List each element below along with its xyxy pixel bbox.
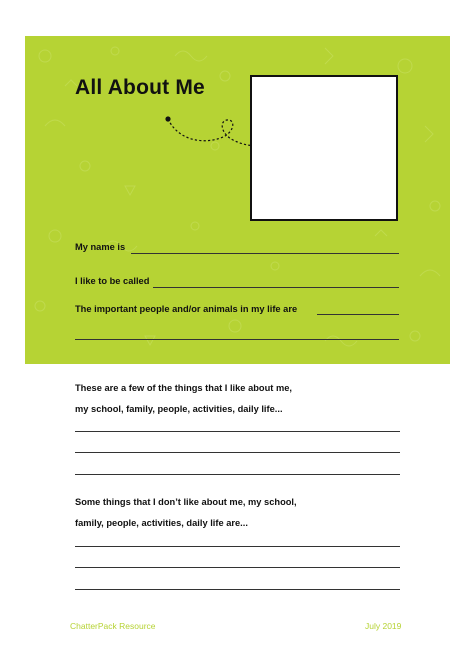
dislikes-line-1[interactable] [75, 546, 400, 547]
people-line[interactable] [317, 314, 399, 315]
called-line[interactable] [153, 287, 399, 288]
likes-line-2[interactable] [75, 452, 400, 453]
page-title: All About Me [75, 76, 205, 99]
footer-date: July 2019 [365, 621, 402, 631]
dislikes-line-3[interactable] [75, 589, 400, 590]
name-label: My name is [75, 242, 126, 252]
photo-frame[interactable] [250, 75, 398, 221]
people-label: The important people and/or animals in my life are [75, 304, 298, 314]
dislikes-prompt-line2: family, people, activities, daily life are... [75, 518, 248, 528]
header-panel [25, 36, 450, 364]
dislikes-prompt-line1: Some things that I don’t like about me, my school, [75, 497, 297, 507]
called-label: I like to be called [75, 276, 150, 286]
likes-line-1[interactable] [75, 431, 400, 432]
likes-prompt-line2: my school, family, people, activities, daily life... [75, 404, 283, 414]
name-line[interactable] [131, 253, 399, 254]
dislikes-line-2[interactable] [75, 567, 400, 568]
likes-prompt-line1: These are a few of the things that I like about me, [75, 383, 292, 393]
footer-source: ChatterPack Resource [70, 621, 156, 631]
people-line-2[interactable] [75, 339, 399, 340]
likes-line-3[interactable] [75, 474, 400, 475]
